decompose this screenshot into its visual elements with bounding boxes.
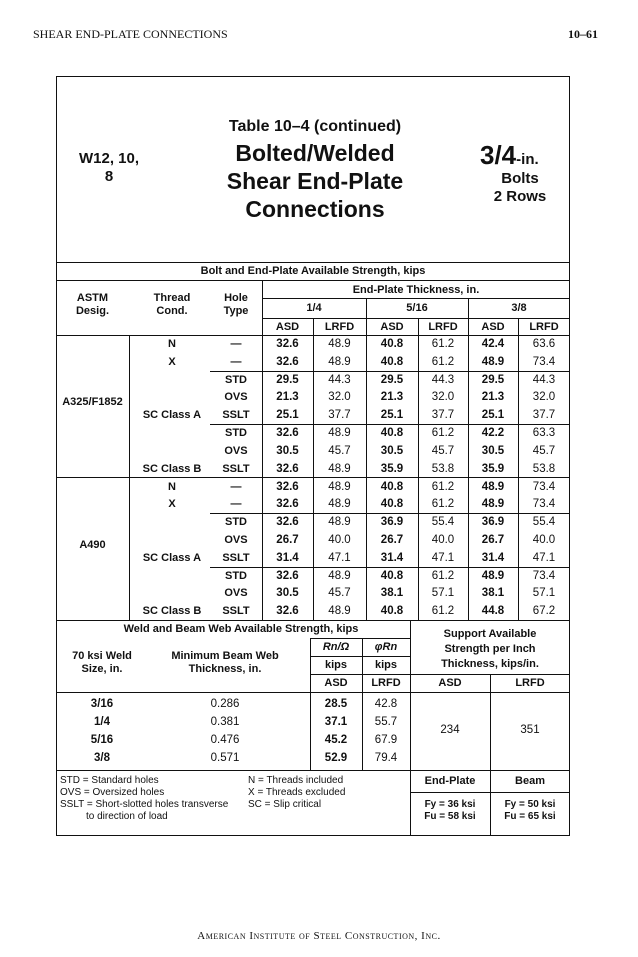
table-cell: 40.0 [532, 533, 556, 546]
table-cell: 31.4 [276, 551, 299, 564]
weld-size: 1/4 [94, 716, 110, 728]
hole-type: OVS [224, 587, 248, 600]
table-cell: 44.3 [431, 373, 455, 386]
thread-cond: N [168, 480, 176, 493]
note-ovs: OVS = Oversized holes [60, 787, 165, 798]
footer: American Institute of Steel Construction, Inc. [197, 930, 441, 942]
table-cell: 32.6 [276, 355, 299, 368]
table-cell: 48.9 [328, 462, 351, 475]
table-cell: 44.3 [532, 373, 556, 386]
thread-cond: X [168, 498, 176, 511]
table-cell: 55.4 [431, 516, 455, 529]
thickness-3: 3/8 [511, 302, 527, 314]
weld-size: 5/16 [90, 734, 114, 746]
table-cell: 29.5 [481, 373, 505, 386]
table-cell: 32.6 [276, 516, 299, 529]
table-cell: 32.0 [328, 391, 351, 404]
table-cell: 40.8 [380, 605, 404, 618]
table-cell: 61.2 [431, 480, 455, 493]
table-cell: 48.9 [328, 605, 351, 618]
table-cell: 37.7 [532, 409, 556, 422]
table-cell: 32.6 [276, 462, 299, 475]
table-cell: 26.7 [380, 533, 404, 546]
weld-asd-value: 52.9 [324, 752, 348, 764]
table-cell: 32.0 [532, 391, 556, 404]
asd-header: ASD [481, 321, 505, 333]
table-cell: 48.9 [481, 480, 505, 493]
min-web-thickness: 0.286 [210, 698, 240, 710]
table-cell: 40.0 [328, 533, 351, 546]
table-cell: 61.2 [431, 605, 455, 618]
phi-rn-header: φRn [374, 641, 398, 653]
table-cell: 26.7 [276, 533, 299, 546]
col-web-header: Minimum Beam Web Thickness, in. [171, 650, 279, 675]
min-web-thickness: 0.476 [210, 734, 240, 746]
hole-type: STD [225, 516, 247, 529]
table-cell: 48.9 [481, 569, 505, 582]
table-cell: 55.4 [532, 516, 556, 529]
title-line-3: Connections [245, 196, 385, 222]
shape-designation: W12, 10, 8 [78, 150, 140, 185]
title-line-2: Shear End-Plate [226, 168, 404, 194]
title-line-1: Bolted/Welded [235, 140, 395, 166]
table-cell: 31.4 [380, 551, 404, 564]
table-cell: 45.7 [532, 444, 556, 457]
table-cell: 40.8 [380, 480, 404, 493]
weld-asd-value: 28.5 [324, 698, 348, 710]
kips-asd-header: kips [324, 659, 347, 671]
weld-asd-value: 45.2 [324, 734, 348, 746]
table-cell: 61.2 [431, 338, 455, 350]
col-astm-header: ASTM Desig. [75, 292, 109, 317]
table-cell: 35.9 [481, 462, 505, 475]
hole-type: OVS [224, 444, 248, 457]
col-hole-header: Hole Type [223, 292, 249, 317]
thread-cond: SC Class B [142, 462, 202, 475]
min-web-thickness: 0.381 [210, 716, 240, 728]
table-cell: 61.2 [431, 427, 455, 439]
table-cell: 26.7 [481, 533, 505, 546]
table-cell: 29.5 [380, 373, 404, 386]
col-weld-header: 70 ksi Weld Size, in. [72, 650, 132, 675]
table-cell: 38.1 [481, 587, 505, 600]
table-cell: 44.8 [481, 605, 505, 618]
hole-type: — [230, 498, 242, 511]
table-cell: 30.5 [276, 587, 299, 600]
table-cell: 21.3 [276, 391, 299, 404]
table-cell: 48.9 [328, 498, 351, 511]
support-caption: Support Available Strength per Inch Thickness, kips/in. [441, 628, 539, 670]
thread-cond: SC Class B [142, 605, 202, 618]
table-cell: 25.1 [380, 409, 404, 422]
table-cell: 40.8 [380, 498, 404, 511]
table-cell: 53.8 [431, 462, 455, 475]
kips-lrfd-header: kips [374, 659, 397, 671]
thread-cond: SC Class A [142, 409, 202, 422]
note-sslt-cont: to direction of load [86, 811, 168, 822]
endplate-fu: Fu = 58 ksi [424, 811, 476, 822]
table-cell: 40.8 [380, 355, 404, 368]
support-asd-value: 234 [440, 724, 460, 736]
weld-lrfd-value: 67.9 [374, 734, 398, 746]
table-cell: 48.9 [481, 355, 505, 368]
weld-size: 3/16 [90, 698, 114, 710]
bolt-table-caption: Bolt and End-Plate Available Strength, kips [200, 265, 426, 277]
table-cell: 30.5 [276, 444, 299, 457]
table-cell: 32.6 [276, 569, 299, 582]
table-cell: 45.7 [328, 444, 351, 457]
table-cell: 63.3 [532, 427, 556, 439]
lrfd-header: LRFD [529, 321, 559, 333]
lrfd-header: LRFD [428, 321, 458, 333]
table-cell: 47.1 [532, 551, 556, 564]
table-cell: 44.3 [328, 373, 351, 386]
note-sc: SC = Slip critical [248, 799, 322, 810]
table-cell: 42.2 [481, 427, 505, 439]
running-head-left: SHEAR END-PLATE CONNECTIONS [33, 27, 228, 41]
table-cell: 40.8 [380, 338, 404, 350]
weld-lrfd-value: 55.7 [374, 716, 398, 728]
weld-asd-value: 37.1 [324, 716, 348, 728]
endplate-label: End-Plate [424, 775, 476, 787]
weld-asd-header: ASD [324, 677, 348, 689]
col-thread-header: Thread Cond. [153, 292, 191, 317]
table-cell: 45.7 [431, 444, 455, 457]
thread-cond: N [168, 338, 176, 350]
table-cell: 32.6 [276, 498, 299, 511]
table-cell: 48.9 [328, 355, 351, 368]
table-cell: 67.2 [532, 605, 556, 618]
table-cell: 57.1 [532, 587, 556, 600]
beam-fu: Fu = 65 ksi [504, 811, 556, 822]
table-cell: 45.7 [328, 587, 351, 600]
thickness-2: 5/16 [406, 302, 428, 314]
table-cell: 36.9 [380, 516, 404, 529]
table-cell: 48.9 [328, 516, 351, 529]
lrfd-header: LRFD [324, 321, 355, 333]
support-lrfd-header: LRFD [515, 677, 545, 689]
table-cell: 42.4 [481, 338, 505, 350]
hole-type: OVS [224, 391, 248, 404]
beam-fy: Fy = 50 ksi [504, 799, 556, 810]
min-web-thickness: 0.571 [210, 752, 240, 764]
note-n: N = Threads included [248, 775, 344, 786]
table-cell: 53.8 [532, 462, 556, 475]
table-cell: 31.4 [481, 551, 505, 564]
table-cell: 32.6 [276, 338, 299, 350]
table-cell: 32.6 [276, 480, 299, 493]
table-cell: 47.1 [431, 551, 455, 564]
endplate-fy: Fy = 36 ksi [424, 799, 476, 810]
table-cell: 48.9 [481, 498, 505, 511]
table-cell: 57.1 [431, 587, 455, 600]
note-x: X = Threads excluded [248, 787, 346, 798]
table-cell: 47.1 [328, 551, 351, 564]
support-lrfd-value: 351 [520, 724, 540, 736]
weld-table-caption: Weld and Beam Web Available Strength, kips [123, 623, 359, 635]
table-cell: 21.3 [380, 391, 404, 404]
table-cell: 30.5 [481, 444, 505, 457]
table-cell: 25.1 [276, 409, 299, 422]
weld-size: 3/8 [94, 752, 110, 764]
table-cell: 73.4 [532, 480, 556, 493]
table-cell: 61.2 [431, 498, 455, 511]
table-cell: 48.9 [328, 480, 351, 493]
hole-type: SSLT [222, 462, 250, 475]
asd-header: ASD [380, 321, 404, 333]
thread-cond: SC Class A [142, 551, 202, 564]
table-cell: 21.3 [481, 391, 505, 404]
table-cell: 37.7 [328, 409, 351, 422]
table-cell: 35.9 [380, 462, 404, 475]
bolt-size: 3/4-in. [480, 140, 539, 170]
table-cell: 40.8 [380, 427, 404, 439]
table-cell: 38.1 [380, 587, 404, 600]
hole-type: SSLT [222, 551, 250, 564]
rows-label: 2 Rows [493, 188, 547, 205]
rn-omega-header: Rn/Ω [322, 641, 350, 653]
note-std: STD = Standard holes [60, 775, 159, 786]
hole-type: STD [225, 427, 247, 439]
astm-designation: A490 [79, 538, 106, 551]
table-cell: 36.9 [481, 516, 505, 529]
astm-designation: A325/F1852 [62, 396, 123, 408]
table-cell: 73.4 [532, 498, 556, 511]
table-cell: 73.4 [532, 355, 556, 368]
hole-type: STD [225, 373, 247, 386]
page-number: 10–61 [568, 27, 598, 41]
table-cell: 48.9 [328, 338, 351, 350]
support-asd-header: ASD [438, 677, 462, 689]
thread-cond: X [168, 355, 176, 368]
note-sslt: SSLT = Short-slotted holes transverse [60, 799, 229, 810]
weld-lrfd-header: LRFD [371, 677, 401, 689]
table-cell: 32.0 [431, 391, 455, 404]
hole-type: SSLT [222, 605, 250, 618]
hole-type: — [230, 338, 242, 350]
hole-type: OVS [224, 533, 248, 546]
table-cell: 61.2 [431, 569, 455, 582]
table-cell: 63.6 [532, 338, 556, 350]
thickness-1: 1/4 [306, 302, 322, 314]
table-cell: 61.2 [431, 355, 455, 368]
weld-lrfd-value: 79.4 [374, 752, 398, 764]
bolts-label: Bolts [501, 170, 539, 187]
hole-type: STD [225, 569, 247, 582]
hole-type: SSLT [222, 409, 250, 422]
table-cell: 25.1 [481, 409, 505, 422]
beam-label: Beam [515, 775, 545, 787]
table-cell: 32.6 [276, 605, 299, 618]
thickness-header: End-Plate Thickness, in. [352, 284, 480, 296]
table-cell: 48.9 [328, 427, 351, 439]
table-cell: 73.4 [532, 569, 556, 582]
table-cell: 40.8 [380, 569, 404, 582]
table-cell: 37.7 [431, 409, 455, 422]
table-number: Table 10–4 (continued) [228, 118, 402, 135]
table-cell: 32.6 [276, 427, 299, 439]
table-cell: 29.5 [276, 373, 299, 386]
table-cell: 48.9 [328, 569, 351, 582]
asd-header: ASD [275, 321, 300, 333]
hole-type: — [230, 355, 242, 368]
table-cell: 30.5 [380, 444, 404, 457]
table-cell: 40.0 [431, 533, 455, 546]
weld-lrfd-value: 42.8 [374, 698, 398, 710]
hole-type: — [230, 480, 242, 493]
